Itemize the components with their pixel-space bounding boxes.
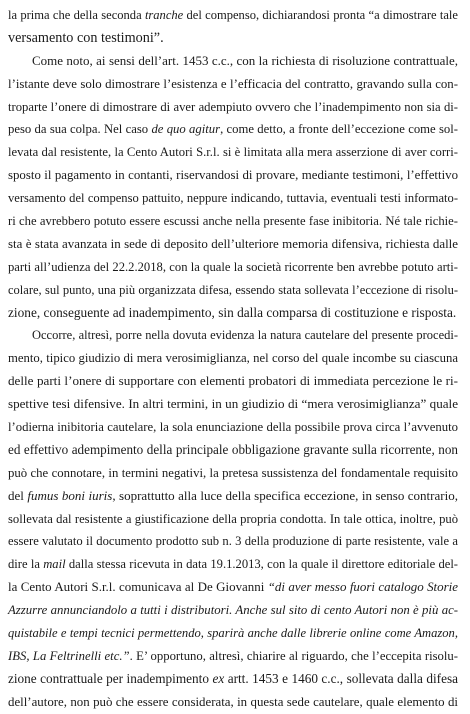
- text-line: [8, 164, 458, 187]
- italic-text: fumus boni iuris: [27, 487, 113, 503]
- italic-text: tranche: [144, 8, 184, 22]
- text-run: peso da sua colpa. Nel caso: [8, 122, 152, 137]
- text-line: [8, 302, 458, 325]
- text-run: levata dal resistente, la Cento Autori S.r.l. si è limitata alla mera asserzione di aver corri-: [8, 145, 458, 160]
- text-run: ri che avrebbero potuto essere escussi anche nella presente fase inibitoria. Né tale richie-: [8, 214, 458, 229]
- text-line: [8, 485, 458, 508]
- document-body: [8, 4, 458, 714]
- text-line: [8, 691, 458, 714]
- text-run: ed effettivo adempimento della principale obbligazione gravante sulla ricorrente, non: [8, 441, 458, 457]
- italic-text: mail: [43, 557, 66, 572]
- italic-text: de quo agitur: [151, 122, 221, 137]
- text-run: spettive tesi difensive. In altri termini, in un giudizio di “mera verosimiglianza” quale: [8, 396, 458, 412]
- text-line: [8, 210, 458, 233]
- italic-text: “di aver messo fuori catalogo Storie: [267, 579, 458, 595]
- text-line: [8, 141, 458, 164]
- text-run: , come detto, a fronte dell’eccezione come sol-: [220, 122, 459, 137]
- text-line: [8, 279, 458, 302]
- text-run: zione, conseguente ad inadempimento, sin dalla comparsa di costituzione e risposta.: [8, 304, 457, 320]
- text-line: [8, 508, 458, 531]
- text-run: la Cento Autori S.r.l. comunicava al De Giovanni: [8, 579, 268, 595]
- text-run: dire la: [8, 557, 44, 572]
- text-run: del compenso, dichiarandosi pronta “a dimostrare tale: [183, 8, 458, 22]
- text-line: [8, 599, 458, 622]
- text-line: [8, 4, 458, 27]
- text-run: del: [8, 487, 28, 503]
- text-line: [8, 668, 458, 691]
- text-line: [8, 370, 458, 393]
- text-run: colare, sul punto, una più organizzata difesa, essendo stata sollevata l’eccezione di risolu-: [8, 282, 458, 297]
- text-run: versamento del compenso pattuito, neppure indicando, tuttavia, eventuali testi informato-: [8, 191, 458, 206]
- text-line: [8, 462, 458, 485]
- italic-text: ex: [212, 670, 225, 686]
- text-run: mento, tipico giudizio di mera verosimiglianza, nel corso del quale incombe su ciascuna: [8, 351, 458, 366]
- text-run: versamento con testimoni”.: [8, 29, 164, 46]
- text-run: . E’ opportuno, altresì, chiarire al riguardo, che l’eccepita risolu-: [129, 648, 458, 663]
- paragraph-first-line: [8, 324, 458, 347]
- text-run: sta è stata avanzata in sede di deposito dell’ulteriore memoria difensiva, richiesta dalle: [8, 235, 458, 251]
- text-line: [8, 187, 458, 210]
- text-run: essere valutato il documento prodotto sub n. 3 della produzione di parte resistente, vale a: [8, 534, 458, 549]
- text-run: sollevata dal resistente a giustificazione della propria condotta. In tale ottica, inoltre, può: [8, 511, 458, 526]
- text-line: [8, 530, 458, 553]
- text-run: l’istante deve solo dimostrare l’esistenza e l’efficacia del contratto, gravando sulla con-: [8, 76, 458, 91]
- italic-text: Azzurre annunciandolo a tutti i distributori. Anche sul sito di cento Autori non è più ac-: [8, 603, 458, 618]
- text-run: Come noto, ai sensi dell’art. 1453 c.c., con la richiesta di risoluzione contrattuale,: [32, 52, 458, 68]
- text-run: , soprattutto alla luce della specifica eccezione, in senso contrario,: [112, 487, 459, 503]
- text-line: [8, 393, 458, 416]
- text-run: delle parti l’onere di supportare con elementi probatori di immediata percezione le ri-: [8, 373, 458, 389]
- text-line: [8, 233, 458, 256]
- text-run: dalla stessa ricevuta in data 19.1.2013, con la quale il direttore editoriale del-: [65, 557, 458, 572]
- italic-text: IBS, La Feltrinelli etc.”: [8, 648, 130, 663]
- text-line: [8, 576, 458, 599]
- text-line: [8, 118, 458, 141]
- text-run: Occorre, altresì, porre nella dovuta evidenza la natura cautelare del presente procedi-: [32, 328, 458, 343]
- text-line: [8, 553, 458, 576]
- text-line: [8, 27, 458, 50]
- paragraph-first-line: [8, 50, 458, 73]
- text-run: la prima che della seconda: [8, 8, 145, 22]
- text-run: può che connotare, in termini negativi, la pretesa sussistenza del fondamentale requisito: [8, 465, 458, 480]
- text-run: parti all’udienza del 22.2.2018, con la quale la società ricorrente ben avrebbe potuto arti-: [8, 259, 458, 274]
- text-run: sposto il pagamento in contanti, riservandosi di provare, mediante testimoni, l’effettivo: [8, 168, 458, 183]
- text-run: troparte l’onere di dimostrare di aver adempiuto ovvero che l’inadempimento non sia di-: [8, 99, 458, 114]
- text-line: [8, 416, 458, 439]
- text-run: zione contrattuale per inadempimento: [8, 670, 213, 686]
- text-line: [8, 73, 458, 96]
- text-line: [8, 96, 458, 119]
- text-line: [8, 622, 458, 645]
- italic-text: quistabile e tempi tecnici permettendo, sparirà anche dalle librerie online come Amazon,: [8, 626, 458, 641]
- text-run: l’odierna inibitoria cautelare, la sola enunciazione della possibile prova circa l’avvenuto: [8, 420, 458, 435]
- text-run: dell’autore, non può che essere considerata, in questa sede cautelare, quale elemento di: [8, 694, 458, 709]
- text-line: [8, 256, 458, 279]
- text-line: [8, 347, 458, 370]
- text-line: [8, 439, 458, 462]
- text-line: [8, 645, 458, 668]
- text-run: artt. 1453 e 1460 c.c., sollevata dalla difesa: [224, 670, 458, 686]
